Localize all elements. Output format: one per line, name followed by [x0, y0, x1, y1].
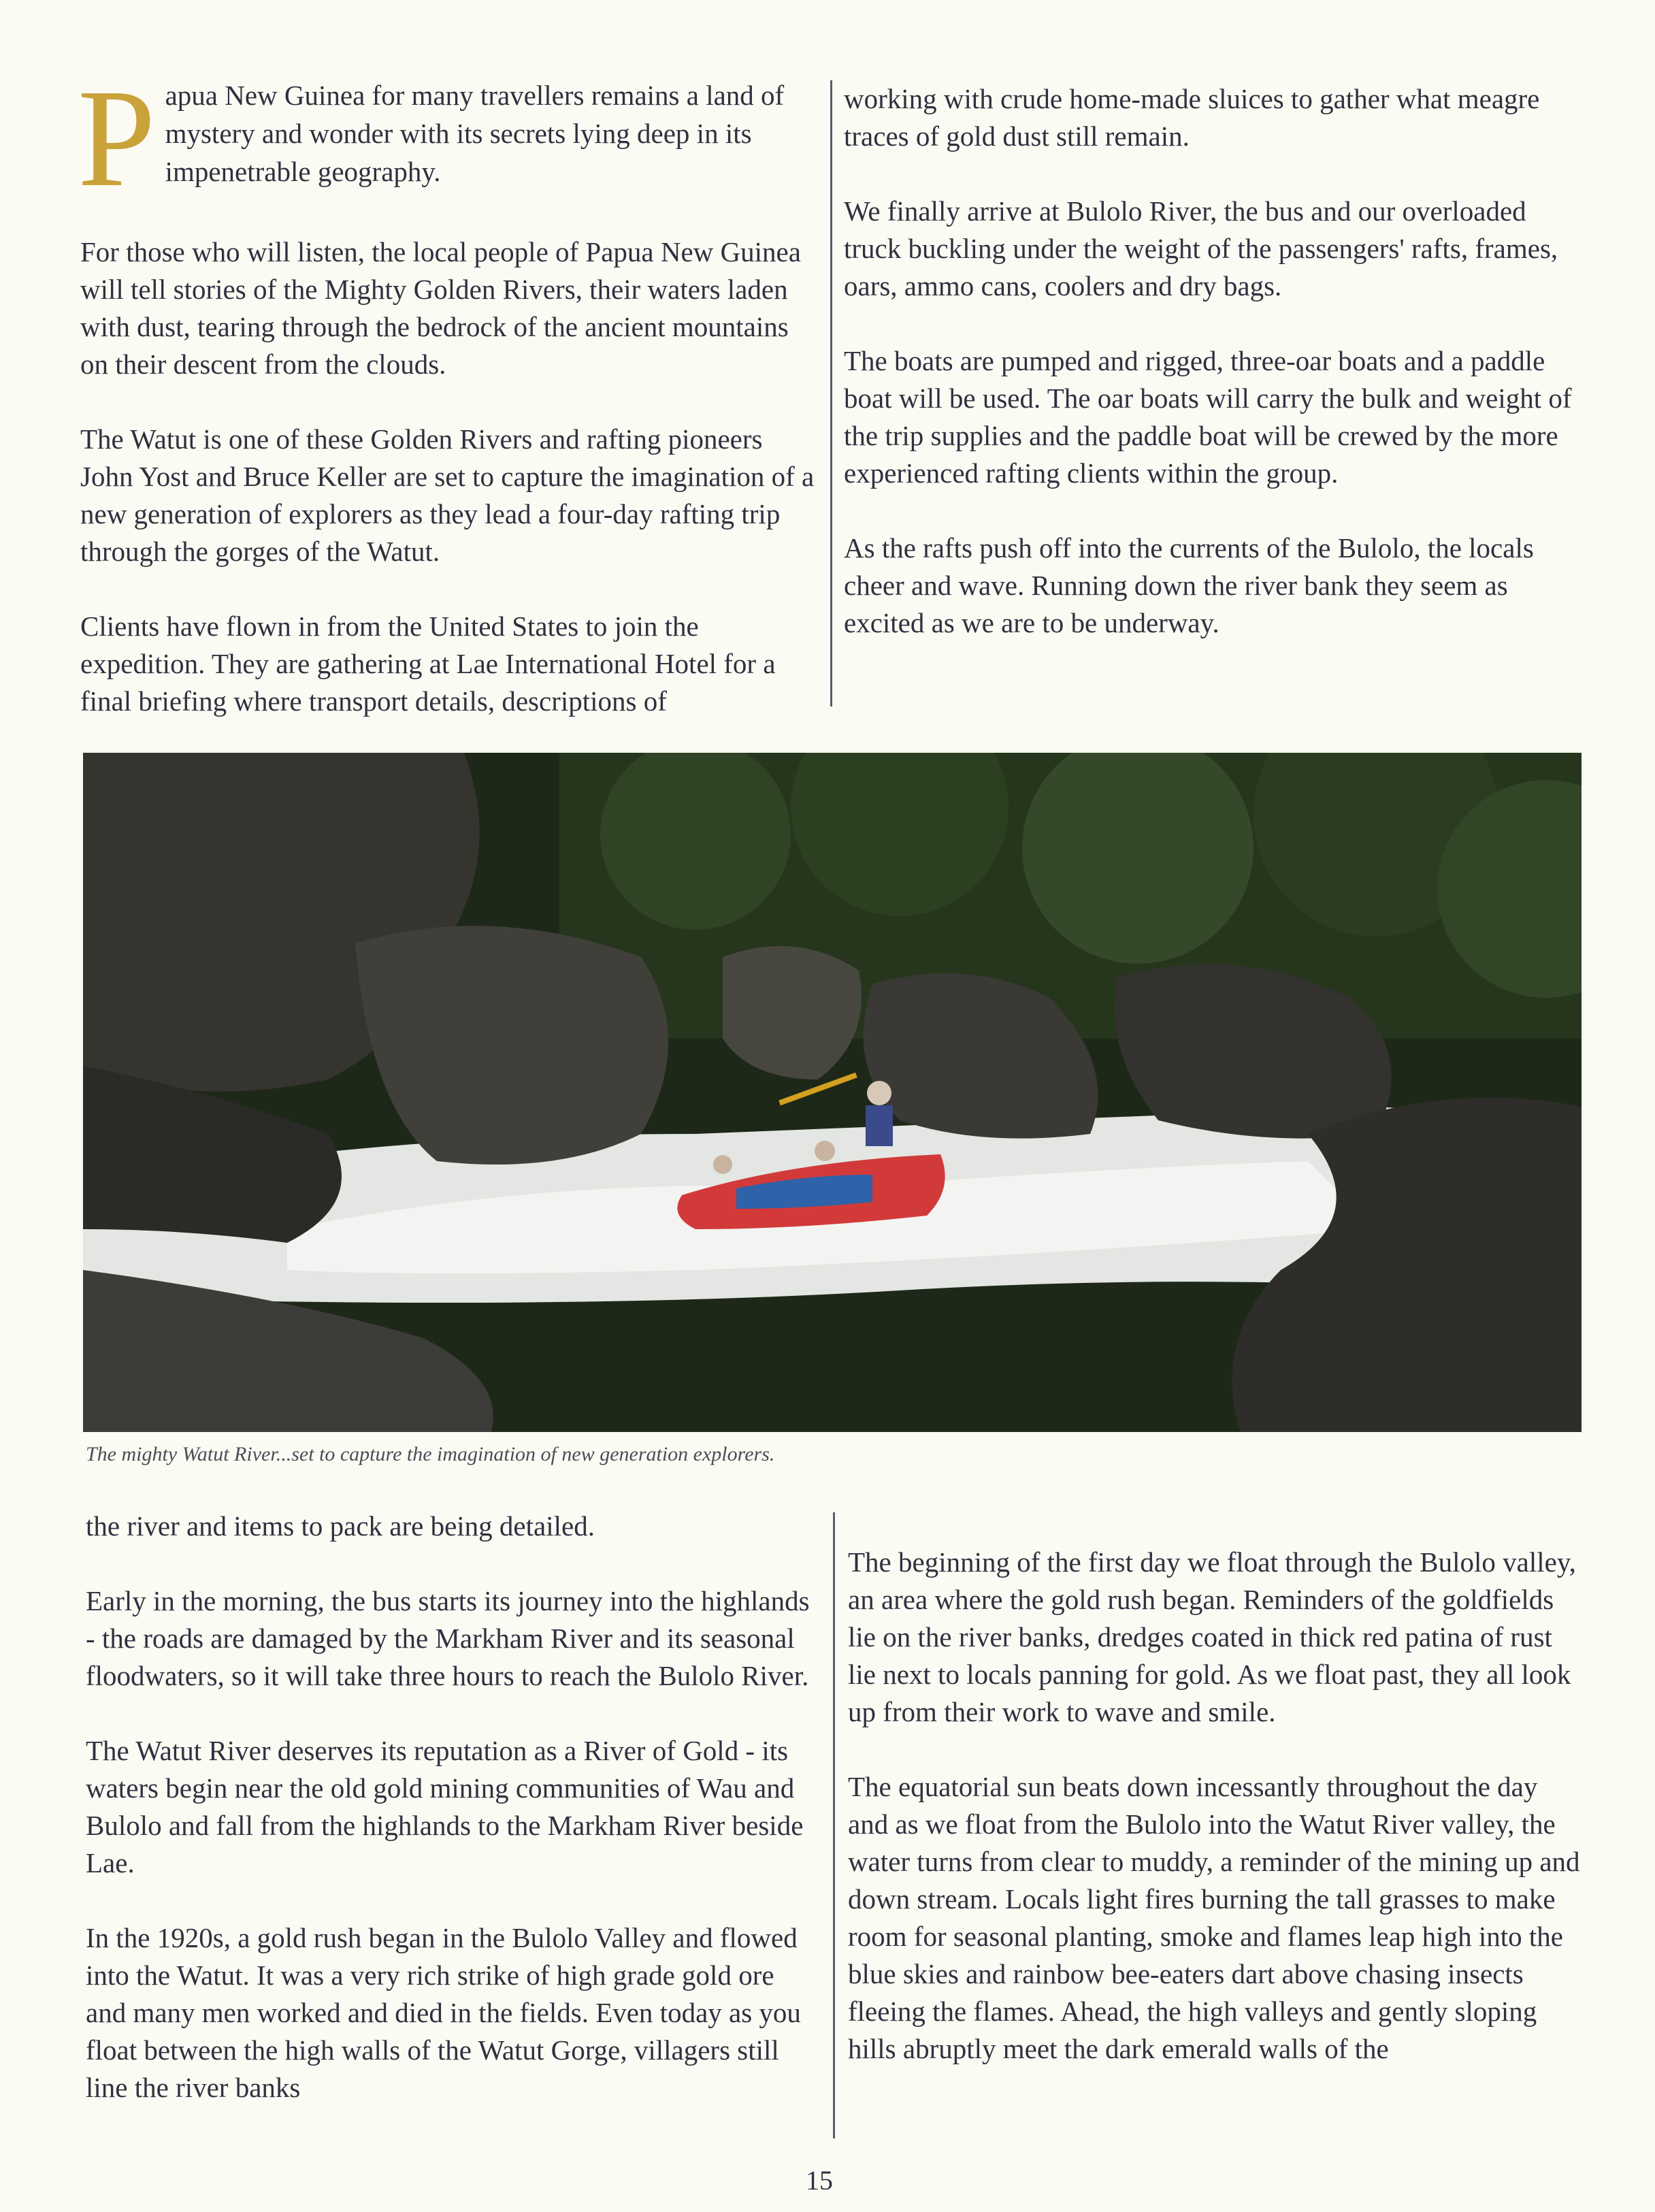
- page-number: 15: [806, 2165, 833, 2196]
- paragraph: The beginning of the first day we float through the Bulolo valley, an area where the gold rush began. Reminders of the goldfields lie on the river banks, dredges coated in thick red patina of rust lie next to locals panning for gold. As we float past, they all look up from their work to wave and smile.: [848, 1546, 1576, 1727]
- bottom-right-column: [848, 1544, 1583, 2068]
- photo-illustration: [83, 753, 1582, 1432]
- intro-paragraph: [78, 60, 817, 216]
- paragraph: Clients have flown in from the United States to join the expedition. They are gathering at Lae International Hotel for a final briefing where transport details, descriptions of: [80, 611, 776, 717]
- paragraph: The Watut River deserves its reputation as a River of Gold - its waters begin near the old gold mining communities of Wau and Bulolo and fall from the highlands to the Markham River beside Lae.: [86, 1735, 804, 1878]
- paragraph: Early in the morning, the bus starts its journey into the highlands - the roads are damaged by the Markham River and its seasonal floodwaters, so it will take three hours to reach the Bulolo River.: [86, 1585, 810, 1691]
- river-rafting-photo: [83, 753, 1582, 1432]
- paragraph: As the rafts push off into the currents of the Bulolo, the locals cheer and wave. Running down the river bank they seem as excited as we are to be underway.: [844, 532, 1534, 638]
- paragraph: We finally arrive at Bulolo River, the bus and our overloaded truck buckling under the weight of the passengers' rafts, frames, oars, ammo cans, coolers and dry bags.: [844, 195, 1558, 302]
- paragraph: In the 1920s, a gold rush began in the Bulolo Valley and flowed into the Watut. It was a very rich strike of high grade gold ore and many men worked and died in the fields. Even today as you float between the high walls of the Watut Gorge, villagers still line the river banks: [86, 1922, 801, 2103]
- paragraph: The equatorial sun beats down incessantly throughout the day and as we float from the Bulolo into the Watut River valley, the water turns from clear to muddy, a reminder of the mining up and down stream. Locals light fires burning the tall grasses to make room for seasonal planting, smoke and flames leap high into the blue skies and rainbow bee-eaters dart above chasing insects fleeing the flames. Ahead, the high valleys and gently sloping hills abruptly meet the dark emerald walls of the: [848, 1771, 1580, 2064]
- drop-cap: P: [78, 60, 156, 216]
- intro-text: apua New Guinea for many travellers remains a land of mystery and wonder with its secrets lying deep in its impenetrable geography.: [165, 80, 785, 187]
- paragraph: The Watut is one of these Golden Rivers and rafting pioneers John Yost and Bruce Keller are set to capture the imagination of a new generation of explorers as they lead a four-day rafting trip through the gorges of the Watut.: [80, 423, 815, 567]
- paragraph: working with crude home-made sluices to gather what meagre traces of gold dust still remain.: [844, 83, 1540, 152]
- bottom-left-column: [86, 1508, 821, 2107]
- paragraph: For those who will listen, the local people of Papua New Guinea will tell stories of the Mighty Golden Rivers, their waters laden with dust, tearing through the bedrock of the ancient mountains on their descent from the clouds.: [80, 236, 801, 380]
- top-left-column: [78, 60, 817, 720]
- column-divider: [830, 80, 832, 706]
- paragraph: the river and items to pack are being detailed.: [86, 1510, 595, 1542]
- paragraph: The boats are pumped and rigged, three-oar boats and a paddle boat will be used. The oar boats will carry the bulk and weight of the trip supplies and the paddle boat will be crewed by the more experienced rafting clients within the group.: [844, 345, 1572, 489]
- column-divider: [833, 1512, 835, 2138]
- top-right-column: [844, 80, 1582, 642]
- photo-caption: The mighty Watut River...set to capture the imagination of new generation explorers.: [86, 1443, 775, 1465]
